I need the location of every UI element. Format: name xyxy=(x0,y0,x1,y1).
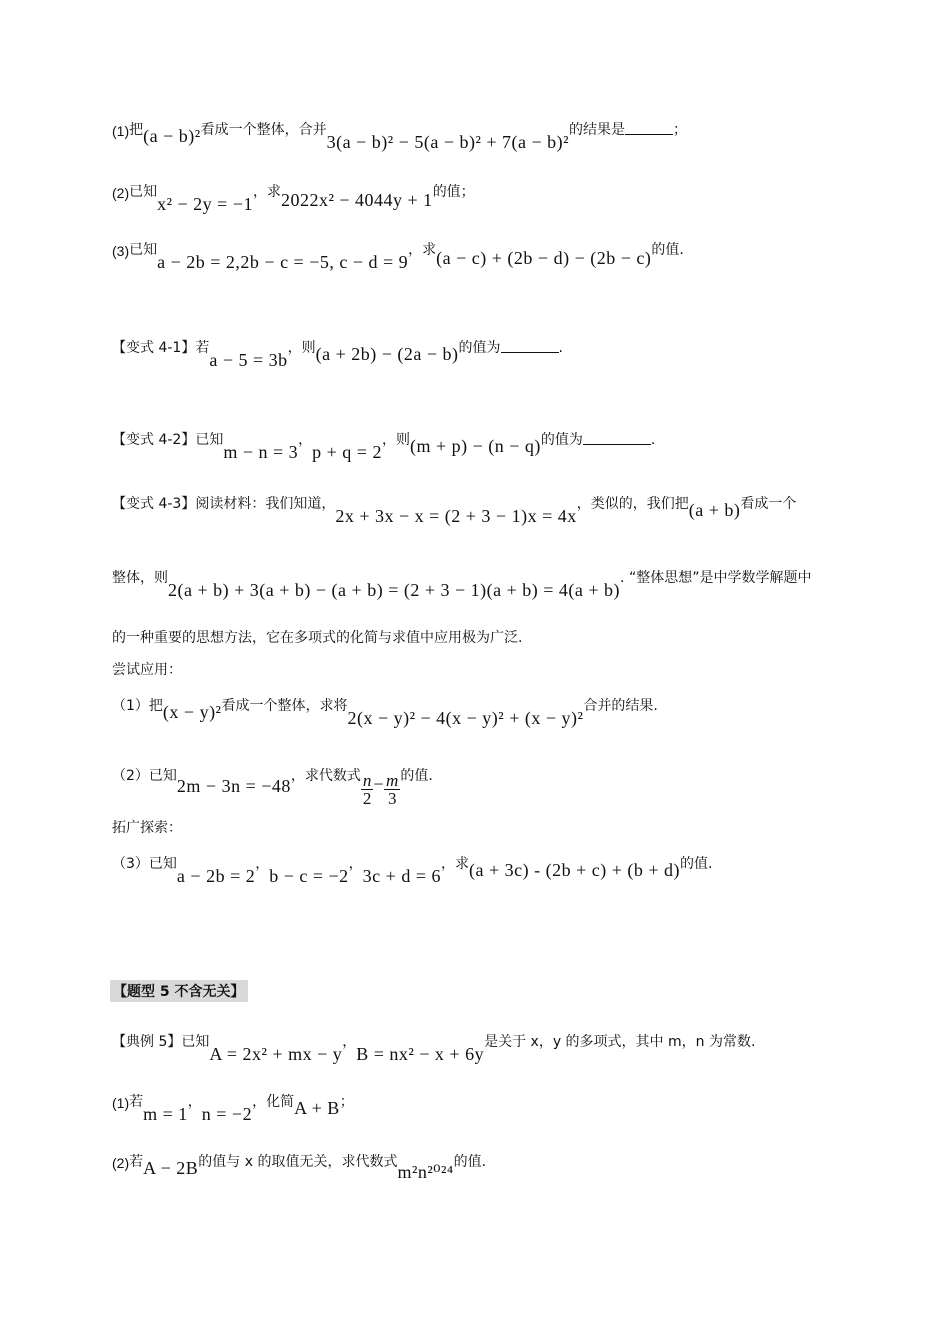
math-expression: p + q = 2 xyxy=(312,442,382,462)
text: 若 xyxy=(195,340,210,356)
math-expression: a − 2b = 2 xyxy=(176,866,256,886)
section-heading: 【题型 5 不含无关】 xyxy=(110,980,248,1002)
text: ，求 xyxy=(440,856,469,872)
explore-label xyxy=(112,818,182,838)
text: 已知 xyxy=(195,432,224,448)
variant-tag: 【变式 4-1】 xyxy=(112,340,196,356)
text: 的一种重要的思想方法，它在多项式的化简与求值中应用极为广泛. xyxy=(112,630,523,646)
text: 合并的结果. xyxy=(583,698,658,714)
answer-blank[interactable] xyxy=(583,430,651,445)
numerator: n xyxy=(362,771,372,790)
try-part-2 xyxy=(112,766,433,808)
try-apply-label xyxy=(112,660,182,680)
variant-4-1 xyxy=(112,338,563,370)
text: 拓广探索： xyxy=(112,820,182,836)
text: 的值. xyxy=(680,856,713,872)
text: 的值. xyxy=(651,242,684,258)
math-expression: m²n²⁰²⁴ xyxy=(397,1162,454,1182)
text: 已知 xyxy=(181,1034,210,1050)
text: 的值为 xyxy=(540,432,583,448)
math-expression: A = 2x² + mx − y xyxy=(209,1044,343,1064)
text: 把 xyxy=(129,122,144,138)
q4-part-2 xyxy=(112,182,475,214)
example-5-part-2 xyxy=(112,1152,487,1182)
math-expression: (a + b) xyxy=(688,500,741,520)
text: 已知 xyxy=(148,856,177,872)
text: ，则 xyxy=(381,432,410,448)
math-expression: x² − 2y = −1 xyxy=(157,194,253,214)
text: ； xyxy=(339,1094,354,1110)
text: ，化简 xyxy=(252,1094,295,1110)
text: 看成一个 xyxy=(740,496,797,512)
math-expression: 3(a − b)² − 5(a − b)² + 7(a − b)² xyxy=(326,132,570,152)
math-expression: 2m − 3n = −48 xyxy=(176,775,291,796)
fraction xyxy=(384,772,400,807)
math-expression: (a − b)² xyxy=(143,126,201,146)
part-label: （2） xyxy=(112,768,149,784)
math-expression: A + B xyxy=(294,1098,340,1118)
denominator: 3 xyxy=(387,789,397,808)
text: ，类似的，我们把 xyxy=(576,496,689,512)
variant-tag: 【变式 4-2】 xyxy=(112,432,196,448)
math-expression: 2022x² − 4044y + 1 xyxy=(280,190,433,210)
math-expression: (x − y)² xyxy=(162,702,222,722)
math-expression: 3c + d = 6 xyxy=(362,866,441,886)
part-label: (2) xyxy=(112,1155,130,1171)
example-5-part-1 xyxy=(112,1092,354,1124)
math-expression: A − 2B xyxy=(143,1158,199,1178)
answer-blank[interactable] xyxy=(501,338,559,353)
text: 看成一个整体，合并 xyxy=(200,122,327,138)
try-part-1 xyxy=(112,696,658,728)
math-expression: m = 1 xyxy=(143,1104,188,1124)
math-expression: B = nx² − x + 6y xyxy=(356,1044,485,1064)
text: 已知 xyxy=(148,768,177,784)
variant-4-3-line-1 xyxy=(112,494,797,526)
text: 是关于 x，y 的多项式，其中 m，n 为常数. xyxy=(484,1034,756,1050)
numerator: m xyxy=(386,771,399,790)
text: 已知 xyxy=(129,242,158,258)
text: 已知 xyxy=(129,184,158,200)
math-expression: (a + 2b) − (2a − b) xyxy=(315,344,459,364)
text: 若 xyxy=(129,1094,144,1110)
text: ，则 xyxy=(287,340,316,356)
explore-part-3 xyxy=(112,854,713,886)
part-label: (1) xyxy=(112,1095,130,1111)
text: 整体，则 xyxy=(112,570,168,586)
example-5 xyxy=(112,1032,756,1064)
math-expression: (a + 3c) - (2b + c) + (b + d) xyxy=(468,860,681,880)
math-expression: 2(x − y)² − 4(x − y)² + (x − y)² xyxy=(347,708,584,728)
text: ， xyxy=(348,856,363,872)
part-label: （3） xyxy=(112,856,149,872)
text: ，求代数式 xyxy=(290,768,361,784)
operator: − xyxy=(373,773,385,794)
text: ； xyxy=(673,122,688,138)
text: 阅读材料：我们知道， xyxy=(195,496,336,512)
answer-blank[interactable] xyxy=(625,120,673,135)
part-label: （1） xyxy=(112,698,149,714)
text: 的值为 xyxy=(458,340,501,356)
fraction xyxy=(361,772,374,807)
variant-tag: 【变式 4-3】 xyxy=(112,496,196,512)
math-expression: (m + p) − (n − q) xyxy=(409,436,541,456)
text: ， xyxy=(298,432,313,448)
text: ， xyxy=(255,856,270,872)
variant-4-2 xyxy=(112,430,656,462)
q4-part-3 xyxy=(112,240,684,272)
part-label: (2) xyxy=(112,185,130,201)
denominator: 2 xyxy=(362,789,372,808)
text: 的值； xyxy=(432,184,475,200)
math-expression: a − 2b = 2,2b − c = −5, c − d = 9 xyxy=(157,252,409,272)
text: ， xyxy=(187,1094,202,1110)
math-expression: m − n = 3 xyxy=(223,442,299,462)
math-expression: 2x + 3x − x = (2 + 3 − 1)x = 4x xyxy=(335,506,577,526)
text: 的结果是 xyxy=(569,122,626,138)
text: 的值. xyxy=(400,768,433,784)
text: . xyxy=(650,432,656,448)
text: ，求 xyxy=(252,184,281,200)
math-expression: b − c = −2 xyxy=(269,866,349,886)
text: 尝试应用： xyxy=(112,662,182,678)
text: 的值与 x 的取值无关，求代数式 xyxy=(198,1154,398,1170)
text: 若 xyxy=(129,1154,144,1170)
variant-4-3-line-2 xyxy=(112,568,812,600)
text: ， xyxy=(342,1034,357,1050)
math-expression: n = −2 xyxy=(201,1104,253,1124)
example-tag: 【典例 5】 xyxy=(112,1034,182,1050)
q4-part-1 xyxy=(112,120,688,152)
part-label: (3) xyxy=(112,243,130,259)
part-label: (1) xyxy=(112,123,130,139)
text: 看成一个整体，求将 xyxy=(221,698,348,714)
text: 的值. xyxy=(453,1154,487,1170)
math-expression: a − 5 = 3b xyxy=(209,350,288,370)
math-expression: (a − c) + (2b − d) − (2b − c) xyxy=(436,248,652,268)
text: . xyxy=(558,340,563,356)
text: 把 xyxy=(148,698,163,714)
text: . “整体思想”是中学数学解题中 xyxy=(620,570,812,586)
math-expression: 2(a + b) + 3(a + b) − (a + b) = (2 + 3 − 1)(a + b) = 4(a + b) xyxy=(168,580,621,600)
variant-4-3-line-3 xyxy=(112,628,522,648)
text: ，求 xyxy=(408,242,437,258)
